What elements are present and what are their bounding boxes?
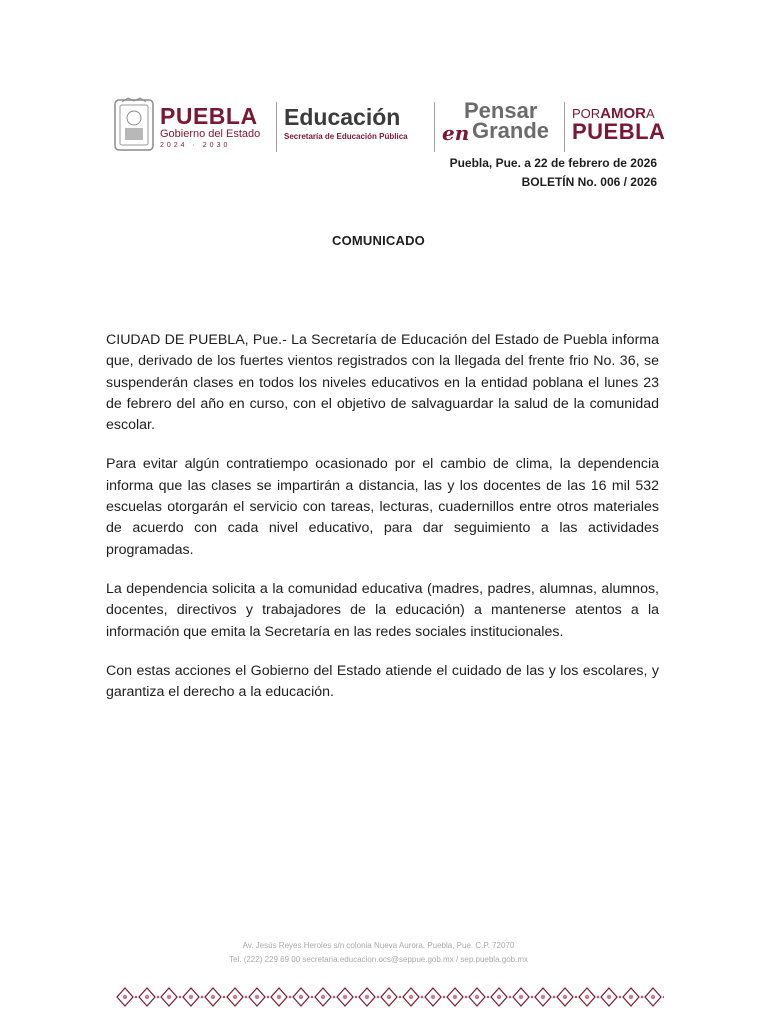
pattern-motif [293, 988, 313, 1006]
pattern-motif [579, 988, 599, 1006]
pattern-motif [447, 988, 467, 1006]
puebla-wordmark-secondary: PUEBLA [572, 119, 666, 144]
pattern-motif [601, 988, 621, 1006]
pattern-motif [117, 988, 137, 1006]
educacion-logo [284, 104, 444, 152]
pattern-motif [227, 988, 247, 1006]
pattern-motif [557, 988, 577, 1006]
document-title: COMUNICADO [332, 233, 425, 248]
pattern-motif [469, 988, 489, 1006]
pattern-motif [403, 988, 423, 1006]
pattern-motif [425, 988, 445, 1006]
puebla-wordmark: PUEBLA [160, 103, 258, 129]
pattern-motif [315, 988, 335, 1006]
por-text: POR [572, 106, 601, 121]
paragraph: La dependencia solicita a la comunidad educativa (madres, padres, alumnas, alumnos, docentes, directivos y trabajadores de la educación) a mantenerse atentos a la información que emita la Secretaría en las redes sociales institucionales. [106, 580, 659, 640]
footer-address: Av. Jesús Reyes Heroles s/n colonia Nueva Aurora, Puebla, Pue. C.P. 72070 [242, 941, 515, 950]
educacion-subtitle: Secretaría de Educación Pública [284, 132, 408, 141]
logo-divider [564, 102, 565, 152]
pattern-motif [645, 988, 664, 1006]
document-body [106, 330, 659, 721]
document-date: Puebla, Pue. a 22 de febrero de 2026 [449, 156, 657, 170]
pattern-motif [205, 988, 225, 1006]
pensar-wordmark: Pensar [464, 98, 538, 123]
paragraph: Para evitar algún contratiempo ocasionado por el cambio de clima, la dependencia informa que las clases se impartirán a distancia, las y los docentes de las 16 mil 532 escuelas otorgarán el servicio con tareas, lecturas, cuadernillos entre otros materiales de acuerdo con cada nivel educativo, para dar seguimiento a las actividades programadas. [106, 456, 659, 558]
gobierno-label: Gobierno del Estado [160, 128, 261, 140]
en-wordmark: en [442, 121, 470, 145]
letterhead [112, 96, 672, 160]
bulletin-number: BOLETÍN No. 006 / 2026 [521, 175, 657, 189]
paragraph: CIUDAD DE PUEBLA, Pue.- La Secretaría de Educación del Estado de Puebla informa que, derivado de los fuertes vientos registrados con la llegada del frente frio No. 36, se suspenderán clases en todos los niveles educativos en la entidad poblana el lunes 23 de febrero del año en curso, con el objetivo de salvaguardar la salud de la comunidad escolar. [106, 332, 659, 434]
por-amor-a-puebla-logo [572, 106, 672, 150]
puebla-government-logo [160, 104, 270, 154]
pattern-motif [183, 988, 203, 1006]
a-text: A [646, 106, 655, 121]
paragraph: Con estas acciones el Gobierno del Estado atiende el cuidado de las y los escolares, y garantiza el derecho a la educación. [106, 662, 659, 701]
years-label: 2024 · 2030 [160, 142, 231, 149]
logo-divider [276, 102, 277, 152]
pattern-motif [491, 988, 511, 1006]
pattern-motif [249, 988, 269, 1006]
pattern-motif [271, 988, 291, 1006]
amor-text: AMOR [600, 105, 646, 122]
pattern-motif [623, 988, 643, 1006]
educacion-wordmark: Educación [284, 104, 401, 130]
logo-divider [434, 102, 435, 152]
decorative-pattern-icon [114, 985, 664, 1009]
footer-contact: Tel. (222) 229 69 00 secretaria.educacion.ocs@seppue.gob.mx / sep.puebla.gob.mx [229, 955, 528, 964]
pattern-motif [381, 988, 401, 1006]
pensar-en-grande-logo [442, 100, 562, 156]
pattern-motif [139, 988, 159, 1006]
pattern-motif [337, 988, 357, 1006]
pattern-motif [359, 988, 379, 1006]
pattern-motif [513, 988, 533, 1006]
grande-wordmark: Grande [472, 118, 550, 143]
pattern-motif [161, 988, 181, 1006]
state-seal-icon [112, 96, 156, 156]
pattern-motif [535, 988, 555, 1006]
